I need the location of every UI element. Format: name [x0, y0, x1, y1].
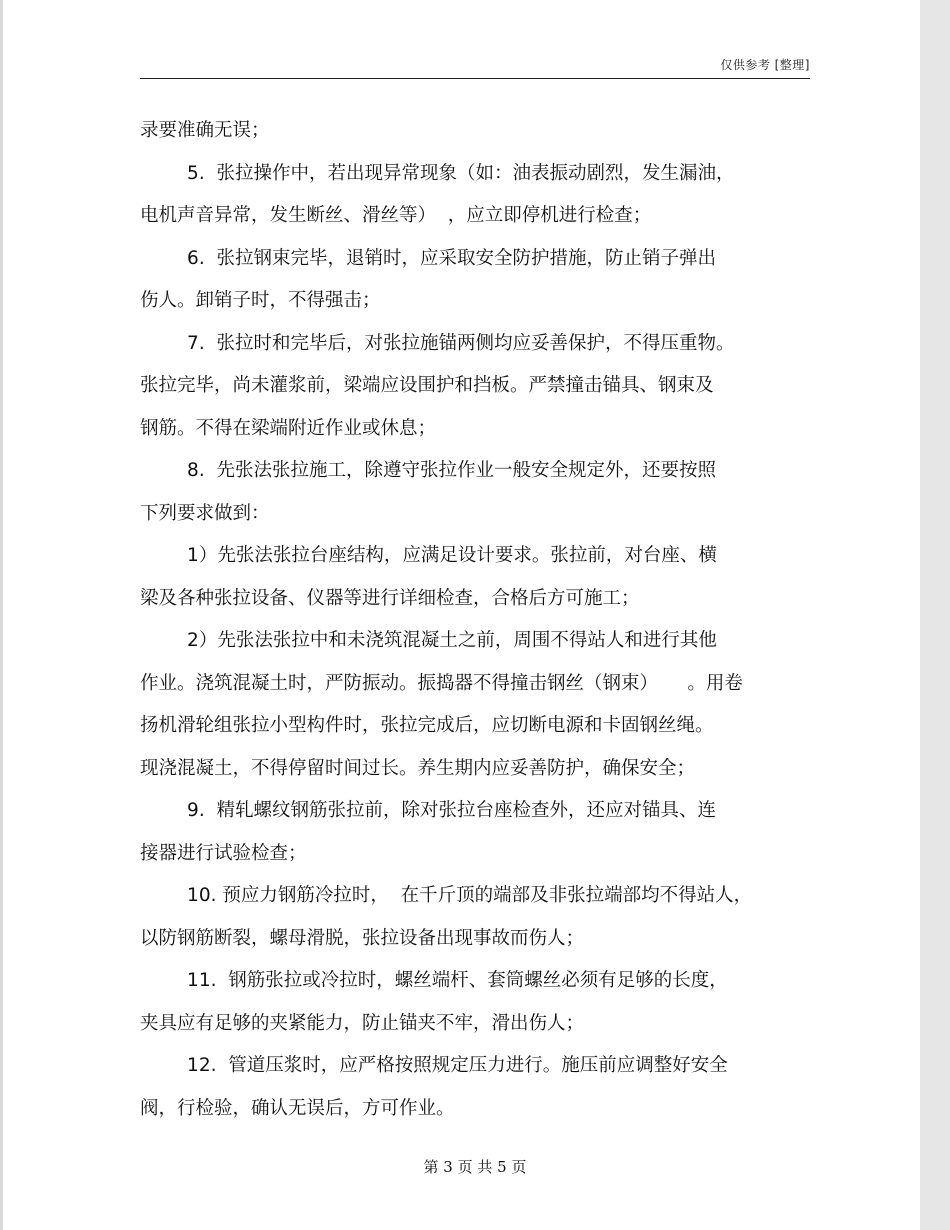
- text-line: 下列要求做到：: [140, 502, 270, 524]
- text-line: 5. 张拉操作中，若出现异常现象（如：油表振动剧烈，发生漏油，: [140, 162, 735, 184]
- text-line: 钢筋。不得在梁端附近作业或休息；: [140, 417, 437, 439]
- text-line: 夹具应有足够的夹紧能力，防止锚夹不牢，滑出伤人；: [140, 1012, 585, 1034]
- text-line: 9. 精轧螺纹钢筋张拉前，除对张拉台座检查外，还应对锚具、连: [140, 800, 716, 821]
- text-line: 以防钢筋断裂，螺母滑脱，张拉设备出现事故而伤人；: [140, 927, 585, 949]
- page-edge-left: [0, 0, 3, 1230]
- text-line: 梁及各种张拉设备、仪器等进行详细检查，合格后方可施工；: [140, 587, 640, 609]
- text-line: 接器进行试验检查；: [140, 842, 307, 864]
- text-line: 作业。浇筑混凝土时，严防振动。振捣器不得撞击钢丝（钢束） 。用卷: [140, 672, 743, 694]
- text-line: 电机声音异常，发生断丝、滑丝等） ，应立即停机进行检查；: [140, 205, 652, 226]
- text-line: 8. 先张法张拉施工，除遵守张拉作业一般安全规定外，还要按照: [140, 460, 716, 481]
- text-line: 张拉完毕，尚未灌浆前，梁端应设围护和挡板。严禁撞击锚具、钢束及: [140, 375, 714, 396]
- text-line: 伤人。卸销子时，不得强击；: [140, 290, 381, 311]
- header-label: 仅供参考 [整理]: [720, 58, 810, 72]
- text-line: 12. 管道压浆时，应严格按照规定压力进行。施压前应调整好安全: [140, 1055, 728, 1076]
- document-body: [140, 110, 810, 1130]
- text-line: 现浇混凝土，不得停留时间过长。养生期内应妥善防护，确保安全；: [140, 757, 696, 779]
- text-line: 11. 钢筋张拉或冷拉时，螺丝端杆、套筒螺丝必须有足够的长度，: [140, 970, 728, 991]
- text-line: 录要准确无误；: [140, 120, 270, 141]
- page-header: [140, 56, 810, 79]
- text-line: 阀，行检验，确认无误后，方可作业。: [140, 1097, 455, 1119]
- text-line: 2）先张法张拉中和未浇筑混凝土之前，周围不得站人和进行其他: [140, 630, 717, 651]
- text-line: 7. 张拉时和完毕后，对张拉施锚两侧均应妥善保护，不得压重物。: [140, 332, 735, 354]
- text-line: 1）先张法张拉台座结构，应满足设计要求。张拉前，对台座、横: [140, 545, 717, 566]
- text-line: 6. 张拉钢束完毕，退销时，应采取安全防护措施，防止销子弹出: [140, 247, 716, 269]
- page-edge-right: [920, 0, 950, 1230]
- page-footer: [0, 1156, 950, 1177]
- text-line: 扬机滑轮组张拉小型构件时，张拉完成后，应切断电源和卡固钢丝绳。: [140, 715, 714, 736]
- page-number: 第 3 页 共 5 页: [423, 1158, 527, 1176]
- text-line: 10. 预应力钢筋冷拉时， 在千斤顶的端部及非张拉端部均不得站人，: [140, 885, 753, 906]
